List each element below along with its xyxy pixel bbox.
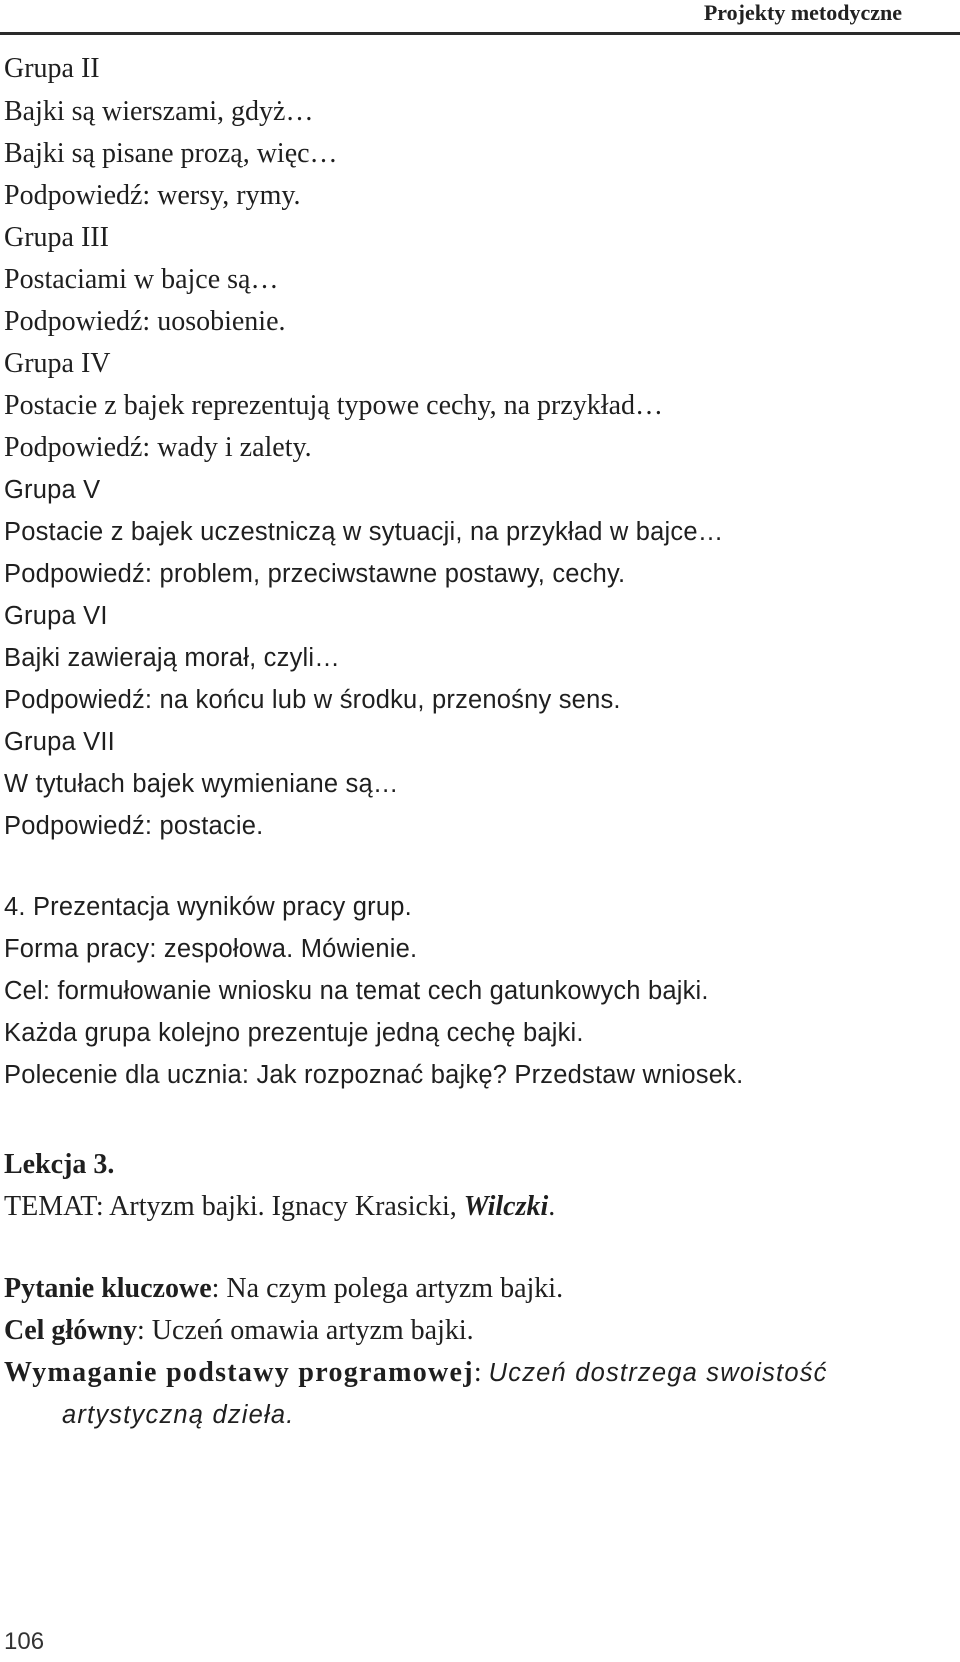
group-heading: Grupa IV (4, 348, 111, 379)
main-goal-text: : Uczeń omawia artyzm bajki. (137, 1315, 474, 1346)
group-hint: Podpowiedź: problem, przeciwstawne postawy, cechy. (4, 560, 626, 588)
main-goal (4, 1314, 474, 1348)
section-heading: 4. Prezentacja wyników pracy grup. (4, 893, 412, 921)
group-heading: Grupa VI (4, 602, 108, 630)
requirement-text-continued: artystyczną dzieła. (62, 1401, 295, 1429)
running-head: Projekty metodyczne (703, 0, 902, 25)
group-prompt: Bajki są pisane prozą, więc… (4, 138, 338, 169)
group-hint: Podpowiedź: wady i zalety. (4, 432, 312, 463)
group-heading: Grupa VII (4, 728, 115, 756)
group-prompt: Postacie z bajek reprezentują typowe cechy, na przykład… (4, 390, 663, 421)
topic-prefix: TEMAT: Artyzm bajki. Ignacy Krasicki, (4, 1191, 464, 1222)
group-prompt: Bajki zawierają morał, czyli… (4, 644, 340, 672)
group-prompt: W tytułach bajek wymieniane są… (4, 770, 399, 798)
group-heading: Grupa III (4, 222, 109, 253)
group-hint: Podpowiedź: postacie. (4, 812, 264, 840)
topic-suffix: . (548, 1191, 556, 1222)
work-form: Forma pracy: zespołowa. Mówienie. (4, 935, 418, 963)
student-instruction: Polecenie dla ucznia: Jak rozpoznać bajkę? Przedstaw wniosek. (4, 1061, 744, 1089)
group-heading: Grupa II (4, 53, 100, 84)
lesson-title: Lekcja 3. (4, 1149, 115, 1180)
main-goal-label: Cel główny (4, 1315, 137, 1346)
group-hint: Podpowiedź: na końcu lub w środku, przenośny sens. (4, 686, 621, 714)
section-goal: Cel: formułowanie wniosku na temat cech gatunkowych bajki. (4, 977, 709, 1005)
group-hint: Podpowiedź: uosobienie. (4, 306, 286, 337)
page-number: 106 (4, 1628, 45, 1655)
key-question (4, 1272, 563, 1306)
key-question-label: Pytanie kluczowe (4, 1273, 212, 1304)
topic-work-title: Wilczki (463, 1191, 549, 1222)
group-hint: Podpowiedź: wersy, rymy. (4, 180, 301, 211)
key-question-text: : Na czym polega artyzm bajki. (211, 1273, 564, 1304)
requirement-separator: : (473, 1357, 489, 1388)
group-task: Każda grupa kolejno prezentuje jedną cechę bajki. (4, 1019, 584, 1047)
group-heading: Grupa V (4, 476, 101, 504)
group-prompt: Bajki są wierszami, gdyż… (4, 96, 314, 127)
requirement-text: Uczeń dostrzega swoistość (488, 1359, 828, 1387)
group-prompt: Postaciami w bajce są… (4, 264, 279, 295)
header-rule (0, 32, 960, 35)
curriculum-requirement (4, 1356, 828, 1390)
group-prompt: Postacie z bajek uczestniczą w sytuacji, na przykład w bajce… (4, 518, 724, 546)
lesson-topic (4, 1190, 555, 1224)
requirement-label: Wymaganie podstawy programowej (4, 1357, 474, 1388)
